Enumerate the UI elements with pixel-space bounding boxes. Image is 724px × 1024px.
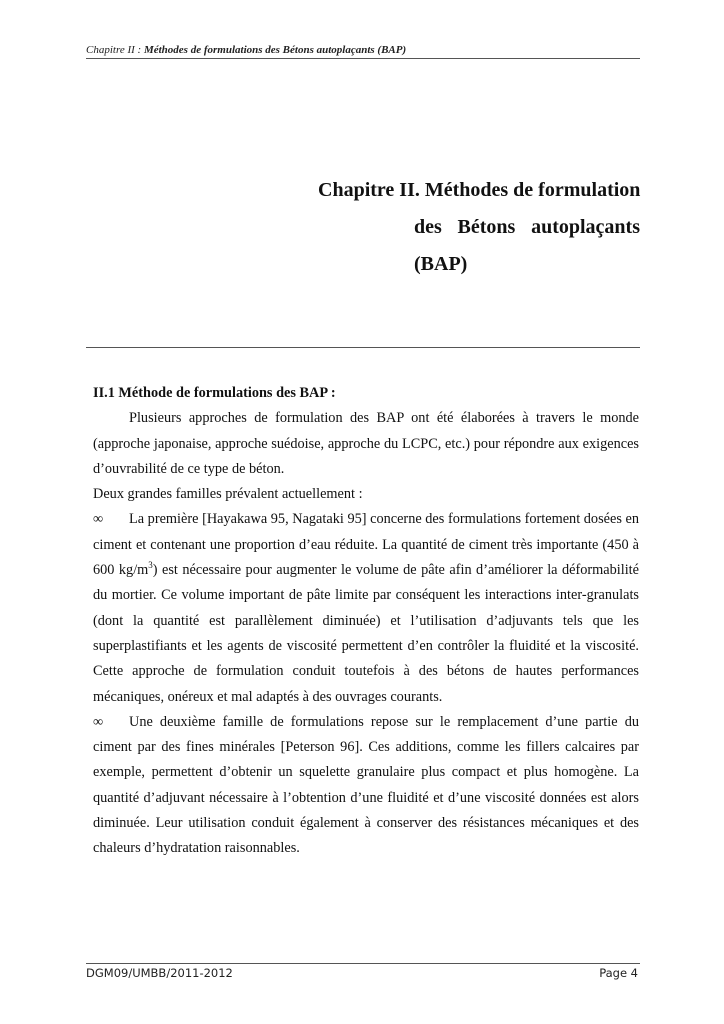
families-intro: Deux grandes familles prévalent actuellement :	[93, 486, 363, 503]
section-heading: II.1 Méthode de formulations des BAP :	[93, 385, 336, 401]
bullet-item-1	[93, 507, 639, 709]
bullet-1-superscript: 3	[148, 560, 153, 571]
header-title: Méthodes de formulations des Bétons autoplaçants (BAP)	[143, 44, 407, 56]
header-prefix: Chapitre II :	[86, 44, 144, 56]
chapter-title-word-des: des	[414, 216, 442, 238]
bullet-1-text-b: ) est nécessaire pour augmenter le volume de pâte afin d’améliorer la déformabilité du mortier. Ce volume important de pâte limite par conséquent les interactions inter-granulats (dont la quantité est parallèlement diminuée) et l’utilisation d’adjuvants tels que les superplastifiants et les agents de viscosité permettent d’en contrôler la fluidité et la viscosité. Cette approche de formulation conduit toutefois à des bétons de hautes performances mécaniques, onéreux et mal adaptés à des ouvrages courants.	[93, 562, 639, 705]
footer-page-number: Page 4	[599, 966, 638, 980]
chapter-title-line3: (BAP)	[414, 253, 468, 275]
footer-divider	[86, 963, 640, 964]
chapter-title	[318, 172, 640, 283]
chapter-title-word-betons: Bétons	[457, 216, 516, 238]
section-content	[93, 381, 639, 862]
intro-paragraph: Plusieurs approches de formulation des BAP ont été élaborées à travers le monde (approche japonaise, approche suédoise, approche du LCPC, etc.) pour répondre aux exigences d’ouvrabilité de ce type de béton.	[93, 410, 639, 477]
bullet-1-text-a: La première [Hayakawa 95, Nagataki 95] concerne des formulations fortement dosées en ciment et contenant une proportion d’eau réduite. La quantité de ciment très importante (450 à 600 kg/m	[93, 511, 639, 579]
footer-document-id: DGM09/UMBB/2011-2012	[86, 966, 233, 980]
infinity-bullet-icon: ∞	[93, 713, 104, 730]
chapter-title-line1: Chapitre II. Méthodes de formulation	[318, 179, 641, 201]
title-divider	[86, 347, 640, 348]
running-header	[86, 44, 640, 57]
header-divider	[86, 58, 640, 59]
chapter-title-line2	[318, 209, 640, 246]
bullet-item-2	[93, 710, 639, 862]
bullet-2-text: Une deuxième famille de formulations repose sur le remplacement d’une partie du ciment par des fines minérales [Peterson 96]. Ces additions, comme les fillers calcaires par exemple, permettent d’obtenir un squelette granulaire plus compact et plus homogène. La quantité d’adjuvant nécessaire à l’obtention d’une fluidité et d’une viscosité données est alors diminuée. Leur utilisation conduit également à conserver des résistances mécaniques et des chaleurs d’hydratation raisonnables.	[93, 713, 639, 857]
infinity-bullet-icon: ∞	[93, 511, 104, 528]
chapter-title-word-autoplacants: autoplaçants	[531, 216, 640, 238]
